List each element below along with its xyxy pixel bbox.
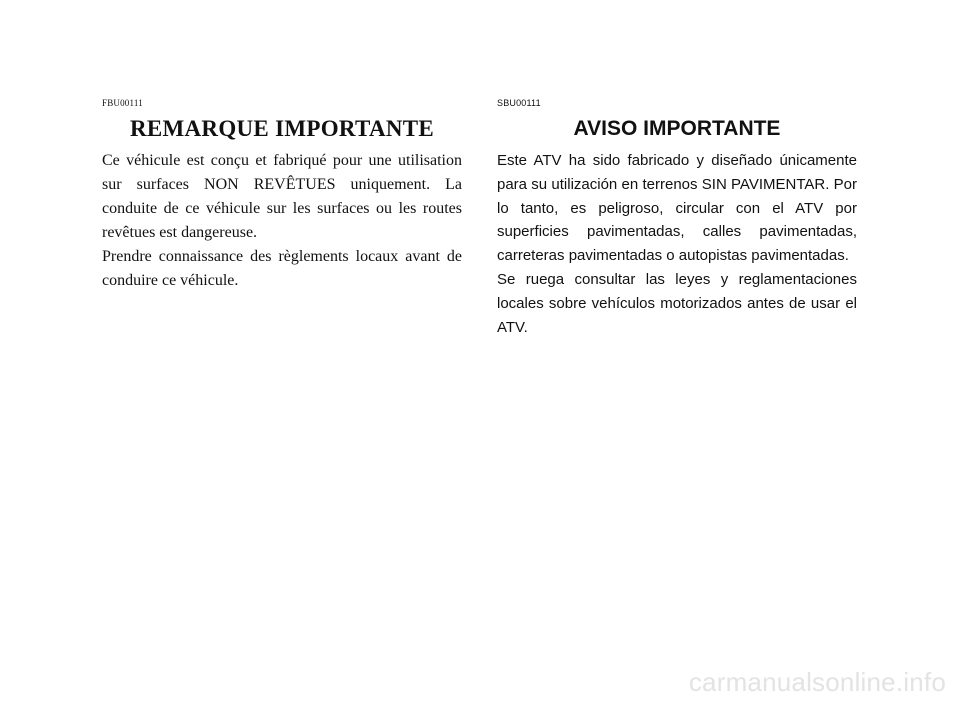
section-code: SBU00111 bbox=[497, 98, 541, 108]
watermark: carmanualsonline.info bbox=[688, 667, 946, 697]
paragraph: Este ATV ha sido fabricado y diseñado únicamente para su utilización en terrenos SIN PAVIMENTAR. Por lo tanto, es peligroso, circular con el ATV por superficies pavimentadas, calles pavimentadas, carreteras pavimentadas o autopistas pavimentadas. bbox=[497, 152, 857, 265]
section-title: REMARQUE IMPORTANTE bbox=[129, 116, 435, 141]
spanish-column bbox=[497, 98, 857, 339]
french-column bbox=[102, 98, 462, 293]
paragraph: Prendre connaissance des règlements locaux avant de conduire ce véhicule. bbox=[102, 248, 462, 289]
paragraph: Se ruega consultar las leyes y reglamentaciones locales sobre vehículos motorizados antes de usar el ATV. bbox=[497, 270, 857, 336]
paragraph: Ce véhicule est conçu et fabriqué pour une utilisation sur surfaces NON REVÊTUES uniquement. La conduite de ce véhicule sur les surfaces ou les routes revêtues est dangereuse. bbox=[102, 152, 462, 241]
section-code: FBU00111 bbox=[102, 98, 143, 108]
section-title: AVISO IMPORTANTE bbox=[573, 117, 781, 140]
